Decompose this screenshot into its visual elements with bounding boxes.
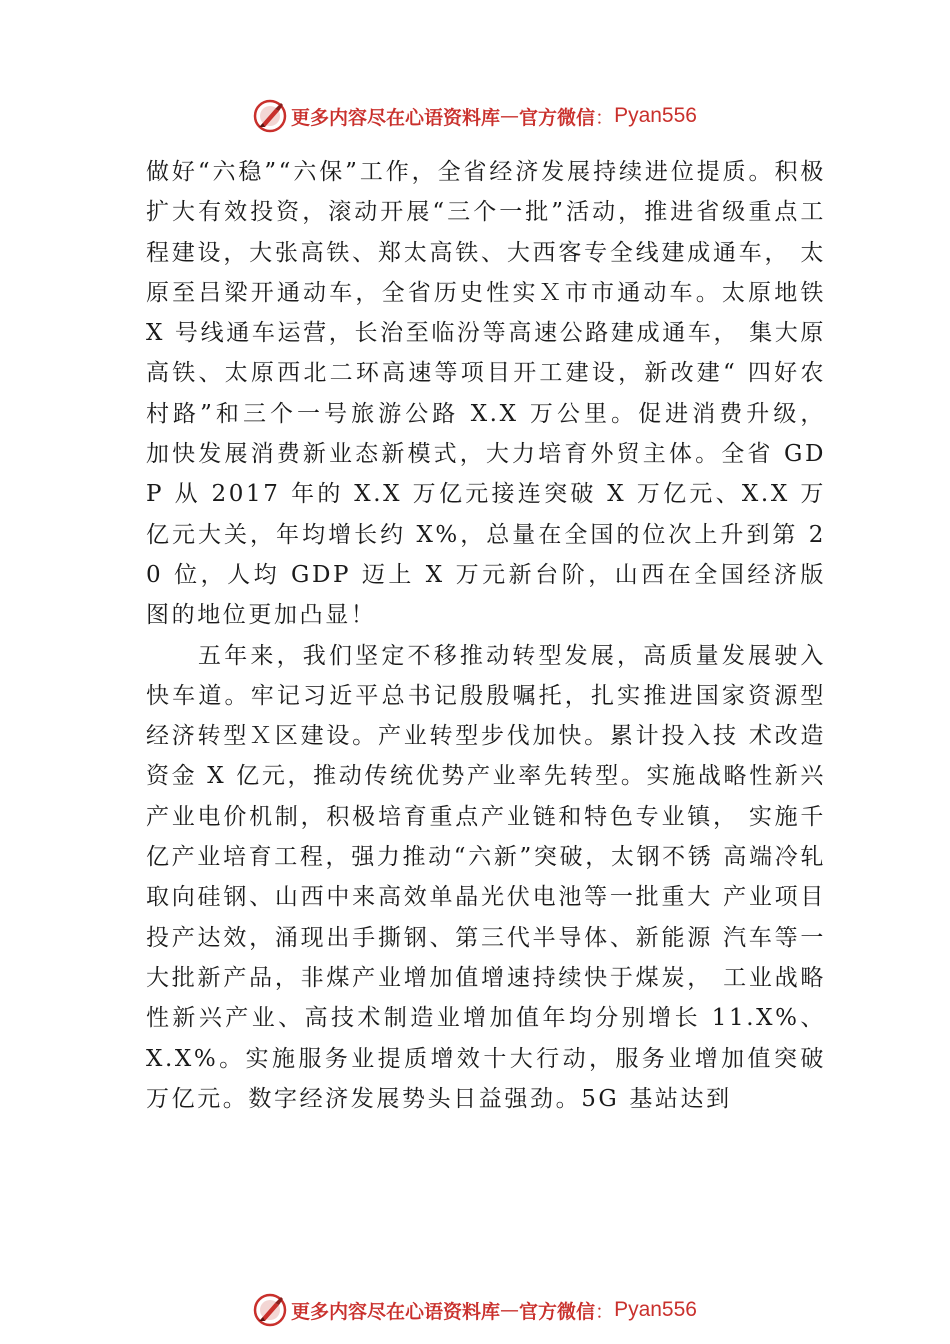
watermark-brand-text: 更多内容尽在心语资料库 <box>291 106 501 129</box>
brush-logo-icon <box>253 1293 287 1327</box>
watermark-dash: — <box>500 1299 520 1321</box>
watermark-brand-text: 更多内容尽在心语资料库 <box>291 1300 501 1323</box>
watermark-wechat-label: 官方微信 <box>519 1300 596 1323</box>
footer-watermark <box>0 1290 950 1330</box>
watermark-wechat-id: Pyan556 <box>614 1298 697 1321</box>
watermark-wechat-id: Pyan556 <box>614 104 697 127</box>
document-body <box>146 152 826 1119</box>
watermark-dash: — <box>500 105 520 127</box>
watermark-separator: ： <box>595 106 615 129</box>
watermark-wechat-label: 官方微信 <box>519 106 596 129</box>
paragraph-2: 五年来，我们坚定不移推动转型发展，高质量发展驶入快车道。牢记习近平总书记殷殷嘱托，扎实推进国家资源型 经济转型Ｘ区建设。产业转型步伐加快。累计投入技 术改造资金 X 亿元，推动传统优势产业率先转型。实施战略性新兴产业电价机制，积极培育重点产业链和特色专业镇， 实施千亿产业培育工程，强力推动“六新”突破，太钢不锈 高端冷轧取向硅钢、山西中来高效单晶光伏电池等一批重大 产业项目投产达效，涌现出手撕钢、第三代半导体、新能源 汽车等一大批新产品，非煤产业增加值增速持续快于煤炭， 工业战略性新兴产业、高技术制造业增加值年均分别增长 11.X%、X.X%。实施服务业提质增效十大行动，服务业增加值突破万亿元。数字经济发展势头日益强劲。5G 基站达到 <box>146 642 826 1112</box>
watermark-separator: ： <box>595 1300 615 1323</box>
header-watermark <box>0 96 950 136</box>
paragraph-1: 做好“六稳”“六保”工作，全省经济发展持续进位提质。积极扩大有效投资，滚动开展“三个一批”活动，推进省级重点工程建设，大张高铁、郑太高铁、大西客专全线建成通车， 太原至吕梁开通动车，全省历史性实Ｘ市市通动车。太原地铁 X 号线通车运营，长治至临汾等高速公路建成通车， 集大原高铁、太原西北二环高速等项目开工建设，新改建“ 四好农村路”和三个一号旅游公路 X.X 万公里。促进消费升级， 加快发展消费新业态新模式，大力培育外贸主体。全省 GDP 从 2017 年的 X.X 万亿元接连突破 X 万亿元、X.X 万亿元大关，年均增长约 X%，总量在全国的位次上升到第 20 位，人均 GDP 迈上 X 万元新台阶，山西在全国经济版图的地位更加凸显！ <box>146 159 826 629</box>
brush-logo-icon <box>253 99 287 133</box>
